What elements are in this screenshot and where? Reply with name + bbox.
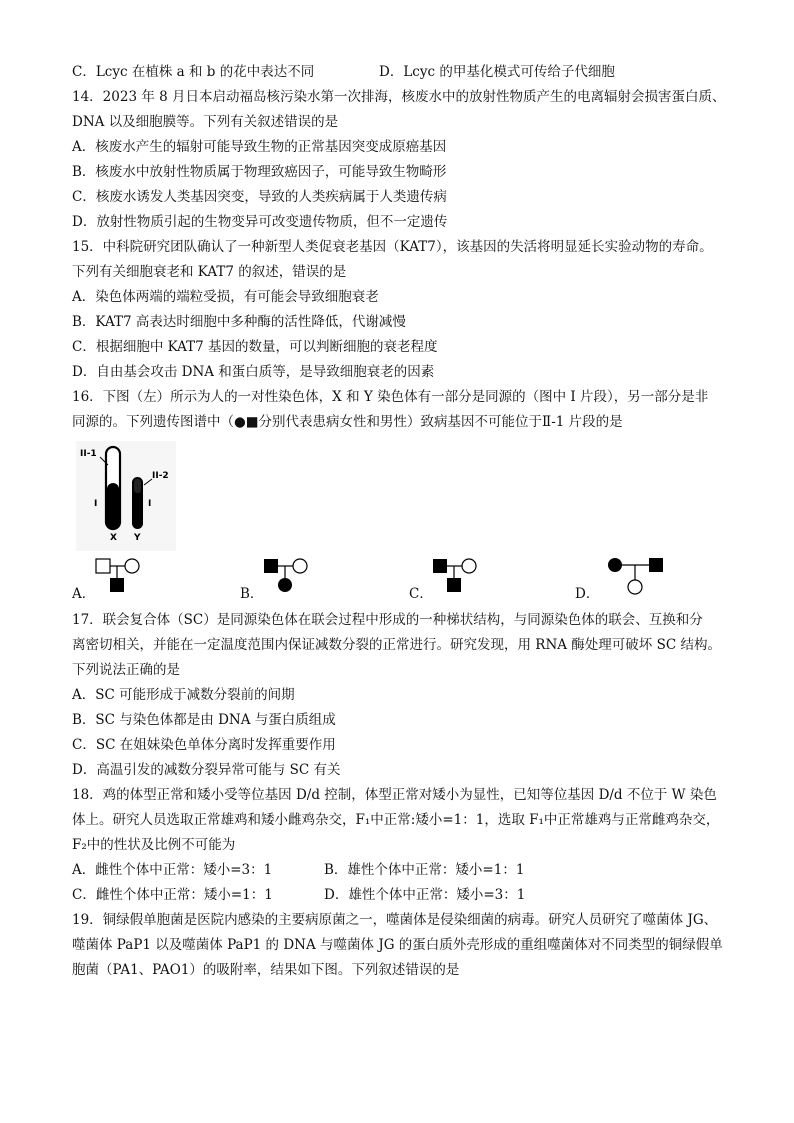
label-ii-2: II-2	[152, 471, 169, 481]
y-chromosome-tip	[134, 479, 141, 493]
pedigree-a-label: A．	[72, 586, 96, 602]
q17-option-d: D．高温引发的减数分裂异常可能与 SC 有关	[72, 762, 341, 778]
label-y: Y	[134, 533, 141, 543]
q19-stem-1: 19．铜绿假单胞菌是医院内感染的主要病原菌之一，噬菌体是侵染细菌的病毒。研究人员研究了噬菌体 JG、	[72, 912, 718, 928]
pedigree-options	[72, 556, 732, 608]
pedigree-a	[72, 556, 182, 608]
q15-stem-2: 下列有关细胞衰老和 KAT7 的叙述，错误的是	[72, 264, 347, 280]
q14-option-c: C．核废水诱发人类基因突变，导致的人类疾病属于人类遗传病	[72, 189, 447, 205]
pedigree-b-mother	[293, 559, 307, 573]
pedigree-d-affected-father	[649, 558, 663, 572]
q17-stem-3: 下列说法正确的是	[72, 662, 180, 678]
label-ii-1: II-1	[80, 449, 97, 459]
q14-stem-1: 14．2023 年 8 月日本启动福岛核污染水第一次排海，核废水中的放射性物质产生的电离辐射会损害蛋白质、	[72, 89, 726, 105]
q19-stem-2: 噬菌体 PaP1 以及噬菌体 PaP1 的 DNA 与噬菌体 JG 的蛋白质外壳形成的重组噬菌体对不同类型的铜绿假单	[72, 937, 723, 953]
pedigree-d-normal-daughter	[628, 580, 642, 594]
q17-option-b: B．SC 与染色体都是由 DNA 与蛋白质组成	[72, 712, 336, 728]
q13-option-d: D．Lcyc 的甲基化模式可传给子代细胞	[379, 64, 615, 80]
pedigree-c-chart	[431, 556, 501, 608]
q15-stem-1: 15．中科院研究团队确认了一种新型人类促衰老基因（KAT7），该基因的失活将明显延长实验动物的寿命。	[72, 239, 713, 255]
q17-option-a: A．SC 可能形成于减数分裂前的间期	[72, 687, 295, 703]
q15-option-a: A．染色体两端的端粒受损，有可能会导致细胞衰老	[72, 289, 379, 305]
q16-stem-1: 16．下图（左）所示为人的一对性染色体，X 和 Y 染色体有一部分是同源的（图中 I 片段），另一部分是非	[72, 389, 709, 405]
q18-option-b: B．雄性个体中正常：矮小=1：1	[324, 862, 525, 878]
pedigree-c	[409, 556, 519, 608]
pedigree-b-chart	[262, 556, 332, 608]
q18-option-a: A．雌性个体中正常：矮小=3：1	[72, 862, 273, 878]
q14-option-d: D．放射性物质引起的生物变异可改变遗传物质，但不一定遗传	[72, 214, 448, 230]
q13-option-c: C．Lcyc 在植株 a 和 b 的花中表达不同	[72, 64, 315, 80]
q15-option-c: C．根据细胞中 KAT7 基因的数量，可以判断细胞的衰老程度	[72, 339, 438, 355]
pedigree-c-mother	[462, 559, 476, 573]
q18-option-d: D．雄性个体中正常：矮小=3：1	[324, 887, 526, 903]
pedigree-b	[240, 556, 350, 608]
q14-option-a: A．核废水产生的辐射可能导致生物的正常基因突变成原癌基因	[72, 139, 447, 155]
pedigree-d-affected-mother	[608, 558, 622, 572]
q15-option-d: D．自由基会攻击 DNA 和蛋白质等，是导致细胞衰老的因素	[72, 364, 435, 380]
pedigree-c-affected-son	[447, 578, 461, 592]
q18-options-ab	[72, 858, 732, 883]
pedigree-b-affected-father	[264, 559, 278, 573]
q18-stem-2: 体上。研究人员选取正常雄鸡和矮小雌鸡杂交，F₁中正常:矮小=1：1，选取 F₁中正常雄鸡与正常雌鸡杂交，	[72, 812, 720, 828]
label-i-right: I	[148, 499, 152, 509]
q16-stem-2: 同源的。下列遗传图谱中（●■分别代表患病女性和男性）致病基因不可能位于Ⅱ-1 片段的是	[72, 414, 623, 430]
q14-option-b: B．核废水中放射性物质属于物理致癌因子，可能导致生物畸形	[72, 164, 447, 180]
sex-chromosome-figure	[72, 439, 732, 554]
pedigree-a-mother	[125, 559, 139, 573]
q17-stem-1: 17．联会复合体（SC）是同源染色体在联会过程中形成的一种梯状结构，与同源染色体的联会、互换和分	[72, 612, 703, 628]
q15-option-b: B．KAT7 高表达时细胞中多种酶的活性降低，代谢减慢	[72, 314, 406, 330]
q13-options-cd	[72, 60, 732, 85]
pedigree-a-affected-son	[110, 578, 124, 592]
pedigree-a-chart	[94, 556, 164, 608]
pedigree-c-label: C．	[409, 586, 433, 602]
q18-stem-1: 18．鸡的体型正常和矮小受等位基因 D/d 控制，体型正常对矮小为显性，已知等位基因 D/d 不位于 W 染色	[72, 787, 717, 803]
q18-option-c: C．雌性个体中正常：矮小=1：1	[72, 887, 273, 903]
q18-stem-3: F₂中的性状及比例不可能为	[72, 837, 236, 853]
pedigree-d-label: D．	[575, 586, 600, 602]
pedigree-d	[575, 556, 695, 608]
pedigree-d-chart	[605, 556, 685, 608]
exam-page	[72, 60, 732, 983]
pedigree-c-affected-father	[433, 559, 447, 573]
q17-option-c: C．SC 在姐妹染色单体分离时发挥重要作用	[72, 737, 336, 753]
q19-stem-3: 胞菌（PA1、PAO1）的吸附率，结果如下图。下列叙述错误的是	[72, 962, 460, 978]
pedigree-b-affected-daughter	[278, 578, 292, 592]
label-x: X	[110, 533, 117, 543]
q14-stem-2: DNA 以及细胞膜等。下列有关叙述错误的是	[72, 114, 339, 130]
q17-stem-2: 离密切相关，并能在一定温度范围内保证减数分裂的正常进行。研究发现，用 RNA 酶处理可破坏 SC 结构。	[72, 637, 721, 653]
pedigree-a-father	[96, 559, 110, 573]
x-chromosome-homologous-segment	[107, 483, 119, 529]
q18-options-cd	[72, 883, 732, 908]
label-i-left: I	[94, 499, 98, 509]
pedigree-b-label: B．	[240, 586, 264, 602]
